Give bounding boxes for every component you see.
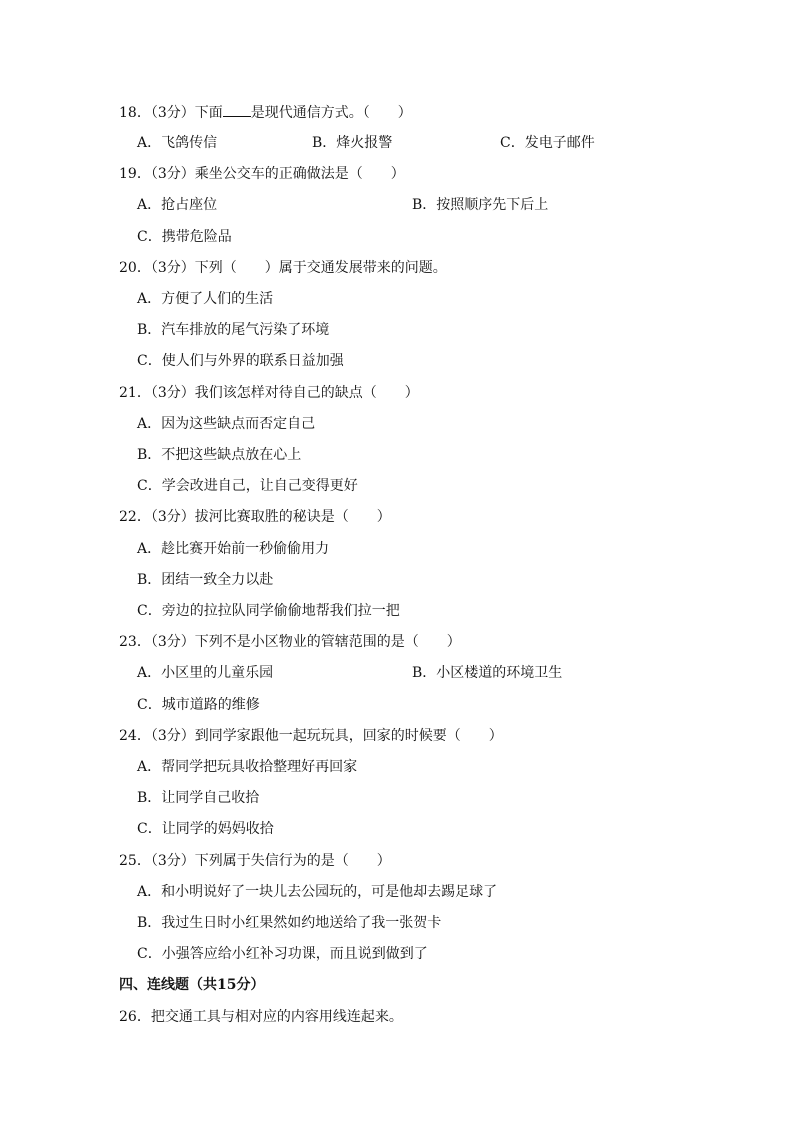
option-a: A．因为这些缺点而否定自己 xyxy=(137,416,316,432)
option-b: B．团结一致全力以赴 xyxy=(137,572,274,588)
question-stem: 是现代通信方式。（ ） xyxy=(250,105,412,121)
option-c: C．使人们与外界的联系日益加强 xyxy=(137,353,344,369)
option-b: B．我过生日时小红果然如约地送给了我一张贺卡 xyxy=(137,915,442,931)
question-23: 23．（3分）下列不是小区物业的管辖范围的是（ ） xyxy=(119,634,461,650)
option-b: B．让同学自己收拾 xyxy=(137,790,260,806)
option-b: B．按照顺序先下后上 xyxy=(412,197,549,213)
option-a: A．趁比赛开始前一秒偷偷用力 xyxy=(137,541,330,557)
option-c: C．小强答应给小红补习功课，而且说到做到了 xyxy=(137,946,428,962)
question-26: 26．把交通工具与相对应的内容用线连起来。 xyxy=(119,1009,403,1025)
option-b: B．小区楼道的环境卫生 xyxy=(412,665,563,681)
question-25: 25．（3分）下列属于失信行为的是（ ） xyxy=(119,853,391,869)
answer-blank xyxy=(223,103,251,117)
question-18 xyxy=(119,103,412,122)
section-heading: 四、连线题（共15分） xyxy=(119,977,265,993)
question-22: 22．（3分）拔河比赛取胜的秘诀是（ ） xyxy=(119,509,391,525)
option-c: C．旁边的拉拉队同学偷偷地帮我们拉一把 xyxy=(137,603,400,619)
option-a: A．小区里的儿童乐园 xyxy=(137,665,274,681)
question-21: 21．（3分）我们该怎样对待自己的缺点（ ） xyxy=(119,385,419,401)
option-c: C．学会改进自己，让自己变得更好 xyxy=(137,478,358,494)
question-stem: 18．（3分）下面 xyxy=(119,105,223,121)
option-c: C．让同学的妈妈收拾 xyxy=(137,821,274,837)
question-20: 20．（3分）下列（ ）属于交通发展带来的问题。 xyxy=(119,260,447,276)
option-a: A．飞鸽传信 xyxy=(137,135,218,151)
option-a: A．抢占座位 xyxy=(137,197,218,213)
option-a: A．帮同学把玩具收拾整理好再回家 xyxy=(137,759,358,775)
option-b: B．汽车排放的尾气污染了环境 xyxy=(137,322,330,338)
option-a: A．和小明说好了一块儿去公园玩的，可是他却去踢足球了 xyxy=(137,884,498,900)
option-b: B．不把这些缺点放在心上 xyxy=(137,447,302,463)
option-c: C．发电子邮件 xyxy=(500,135,595,151)
option-c: C．城市道路的维修 xyxy=(137,697,260,713)
question-19: 19．（3分）乘坐公交车的正确做法是（ ） xyxy=(119,166,405,182)
option-b: B．烽火报警 xyxy=(312,135,393,151)
question-24: 24．（3分）到同学家跟他一起玩玩具，回家的时候要（ ） xyxy=(119,728,503,744)
option-a: A．方便了人们的生活 xyxy=(137,291,274,307)
option-c: C．携带危险品 xyxy=(137,229,232,245)
